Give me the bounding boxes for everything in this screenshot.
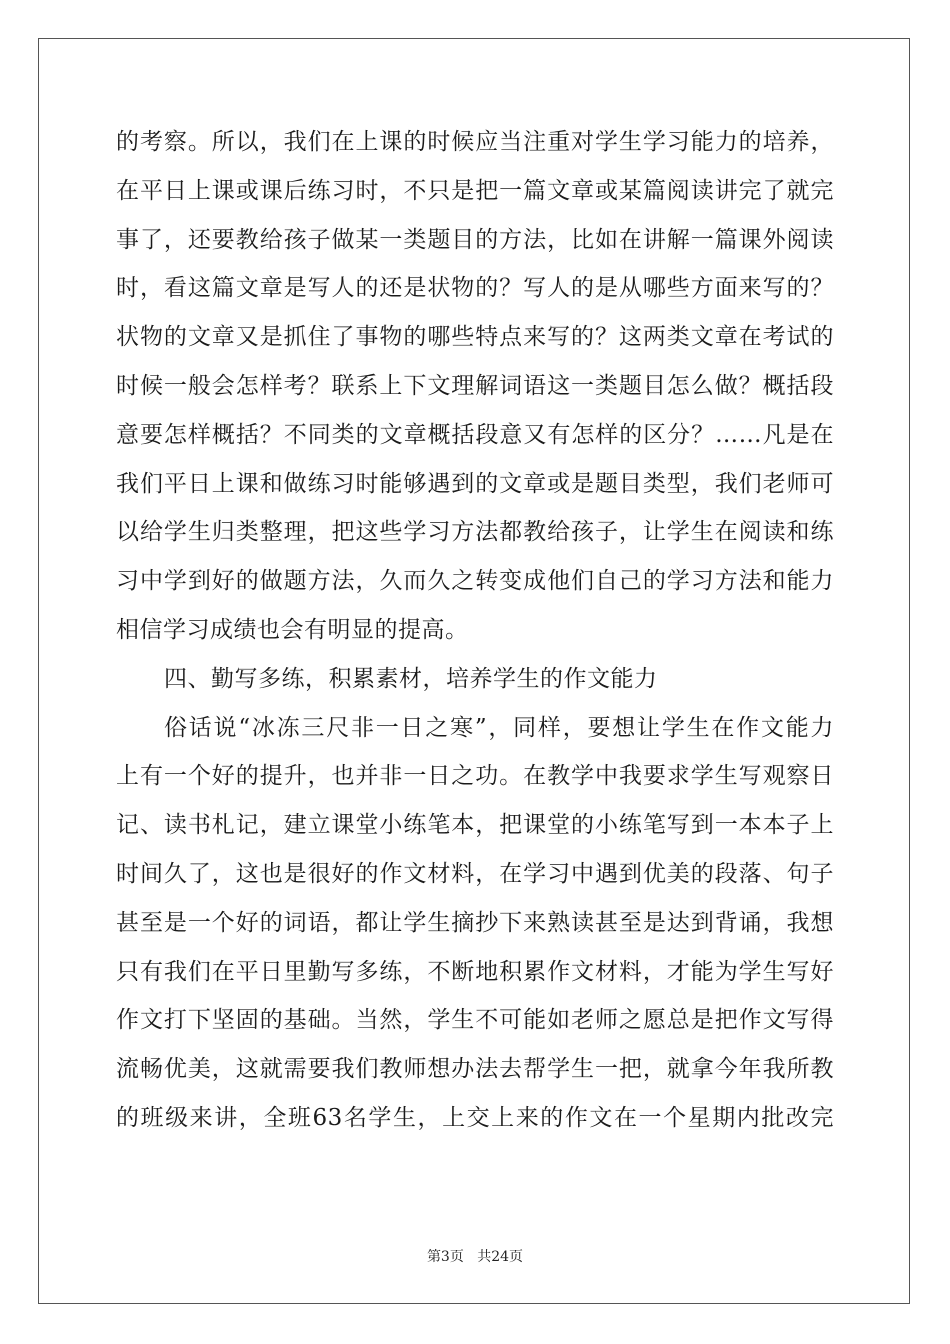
text-line: 时间久了，这也是很好的作文材料，在学习中遇到优美的段落、句子 — [116, 860, 834, 887]
text-line: 以给学生归类整理，把这些学习方法都教给孩子，让学生在阅读和练 — [116, 519, 834, 546]
page-number: 第3页 — [426, 1249, 464, 1265]
text-line: 事了，还要教给孩子做某一类题目的方法，比如在讲解一篇课外阅读 — [116, 226, 834, 253]
text-line: 时，看这篇文章是写人的还是状物的？写人的是从哪些方面来写的？ — [116, 275, 834, 302]
text-line: 流畅优美，这就需要我们教师想办法去帮学生一把，就拿今年我所教 — [116, 1056, 834, 1083]
text-line: 状物的文章又是抓住了事物的哪些特点来写的？这两类文章在考试的 — [116, 324, 834, 351]
text-line: 我们平日上课和做练习时能够遇到的文章或是题目类型，我们老师可 — [116, 470, 834, 497]
text-line: 上有一个好的提升，也并非一日之功。在教学中我要求学生写观察日 — [116, 763, 834, 790]
page-total: 共24页 — [477, 1249, 524, 1265]
document-body — [116, 118, 834, 1143]
text-line: 记、读书札记，建立课堂小练笔本，把课堂的小练笔写到一本本子上 — [116, 812, 834, 839]
text-line: 的班级来讲，全班63名学生，上交上来的作文在一个星期内批改完 — [116, 1104, 834, 1131]
text-line: 甚至是一个好的词语，都让学生摘抄下来熟读甚至是达到背诵，我想 — [116, 909, 834, 936]
text-line: 相信学习成绩也会有明显的提高。 — [116, 616, 469, 643]
text-line: 作文打下坚固的基础。当然，学生不可能如老师之愿总是把作文写得 — [116, 1007, 834, 1034]
text-line: 的考察。所以，我们在上课的时候应当注重对学生学习能力的培养， — [116, 129, 834, 155]
text-line: 只有我们在平日里勤写多练，不断地积累作文材料，才能为学生写好 — [116, 958, 834, 985]
text-line: 时候一般会怎样考？联系上下文理解词语这一类题目怎么做？概括段 — [116, 372, 834, 399]
page-footer — [0, 1246, 950, 1266]
text-line: 意要怎样概括？不同类的文章概括段意又有怎样的区分？……凡是在 — [116, 421, 834, 448]
section-heading: 四、勤写多练，积累素材，培养学生的作文能力 — [164, 665, 658, 692]
text-line: 在平日上课或课后练习时，不只是把一篇文章或某篇阅读讲完了就完 — [116, 177, 834, 204]
text-line: 俗话说“冰冻三尺非一日之寒”，同样，要想让学生在作文能力 — [164, 714, 834, 741]
text-line: 习中学到好的做题方法，久而久之转变成他们自己的学习方法和能力 — [116, 568, 834, 595]
